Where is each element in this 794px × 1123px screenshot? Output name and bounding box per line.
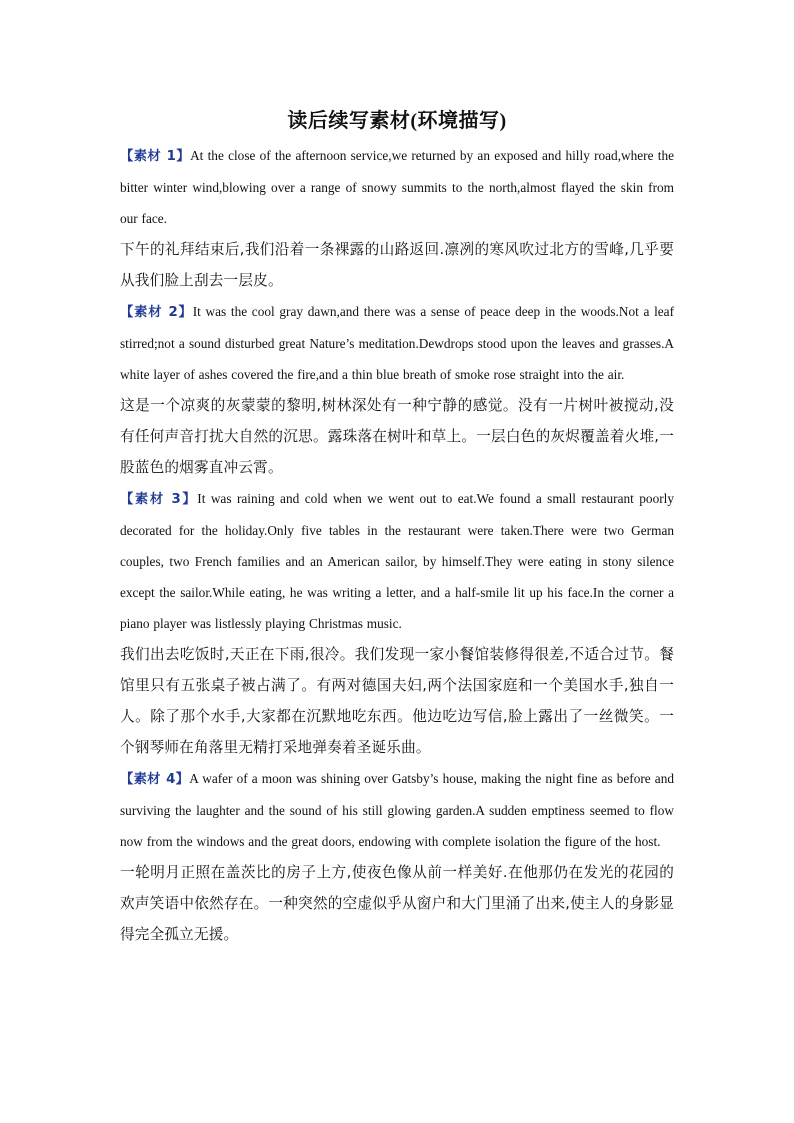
- material-english-text: At the close of the afternoon service,we returned by an exposed and hilly road,where the bitter winter wind,blowing over a range of snowy summits to the north,almost flayed the skin from our face.: [120, 148, 674, 226]
- material-2: [120, 296, 674, 483]
- material-chinese: 我们出去吃饭时,天正在下雨,很冷。我们发现一家小餐馆装修得很差,不适合过节。餐馆里只有五张桌子被占满了。有两对德国夫妇,两个法国家庭和一个美国水手,独自一人。除了那个水手,大家都在沉默地吃东西。他边吃边写信,脸上露出了一丝微笑。一个钢琴师在角落里无精打采地弹奏着圣诞乐曲。: [120, 646, 674, 756]
- material-tag: 【素材 2】: [120, 305, 193, 320]
- material-4: [120, 763, 674, 950]
- material-tag: 【素材 3】: [120, 492, 198, 507]
- material-english: [120, 483, 674, 639]
- material-1: [120, 140, 674, 296]
- material-tag: 【素材 1】: [120, 149, 191, 164]
- material-chinese: 下午的礼拜结束后,我们沿着一条裸露的山路返回.凛冽的寒风吹过北方的雪峰,几乎要从我们脸上刮去一层皮。: [120, 241, 674, 289]
- material-english-text: A wafer of a moon was shining over Gatsby’s house, making the night fine as before and surviving the laughter and the sound of his still glowing garden.A sudden emptiness seemed to flow now from the windows and the great doors, endowing with complete isolation the figure of the host.: [120, 771, 674, 849]
- material-english-text: It was raining and cold when we went out to eat.We found a small restaurant poorly decorated for the holiday.Only five tables in the restaurant were taken.There were two German couples, two French families and an American sailor, by himself.They were eating in stony silence except the sailor.While eating, he was writing a letter, and a half-smile lit up his face.In the corner a piano player was listlessly playing Christmas music.: [120, 491, 674, 631]
- material-tag: 【素材 4】: [120, 772, 190, 787]
- document-body: [120, 140, 674, 950]
- material-english-text: It was the cool gray dawn,and there was a sense of peace deep in the woods.Not a leaf stirred;not a sound disturbed great Nature’s meditation.Dewdrops stood upon the leaves and grasses.A white layer of ashes covered the fire,and a thin blue breath of smoke rose straight into the air.: [120, 304, 674, 382]
- material-chinese: 这是一个凉爽的灰蒙蒙的黎明,树林深处有一种宁静的感觉。没有一片树叶被搅动,没有任何声音打扰大自然的沉思。露珠落在树叶和草上。一层白色的灰烬覆盖着火堆,一股蓝色的烟雾直冲云霄。: [120, 397, 674, 476]
- material-english: [120, 763, 674, 857]
- material-chinese: 一轮明月正照在盖茨比的房子上方,使夜色像从前一样美好.在他那仍在发光的花园的欢声笑语中依然存在。一种突然的空虚似乎从窗户和大门里涌了出来,使主人的身影显得完全孤立无援。: [120, 864, 674, 943]
- document-title: 读后续写素材(环境描写): [287, 110, 507, 132]
- material-3: [120, 483, 674, 763]
- material-english: [120, 296, 674, 390]
- material-english: [120, 140, 674, 234]
